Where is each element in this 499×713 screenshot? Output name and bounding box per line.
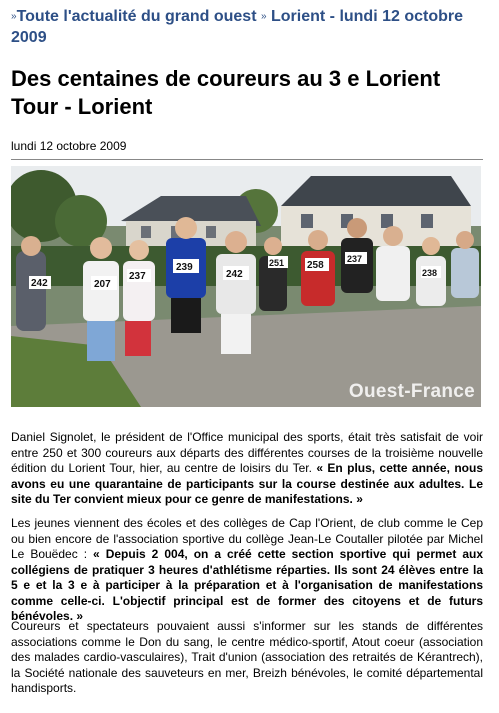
article-paragraph bbox=[11, 430, 483, 508]
bib-number: 239 bbox=[176, 262, 193, 273]
runners-photo-illustration bbox=[11, 166, 481, 407]
paragraph-text: Les jeunes viennent des écoles et des collèges de Cap l'Orient, de club comme le Cep ou bien encore de l'association sportive du collège Jean-Le Coutaller pilotée par Michel Le Bouëdec : bbox=[11, 516, 483, 561]
article-title: Des centaines de coureurs au 3 e Lorient Tour - Lorient bbox=[11, 66, 441, 119]
bib-number: 238 bbox=[422, 268, 438, 278]
bib-number: 237 bbox=[347, 254, 363, 264]
article-paragraph bbox=[11, 619, 483, 697]
bib-number: 237 bbox=[129, 271, 146, 282]
breadcrumb-link-lorient[interactable]: Lorient - lundi 12 octobre 2009 bbox=[11, 8, 464, 46]
bib-number: 251 bbox=[269, 258, 285, 268]
paragraph-quote: « Depuis 2 004, on a créé cette section sportive qui permet aux collégiens de pratiquer 3 heures d'athlétisme réparties. Ils sont 24 élèves entre la 5 e et la 3 e à participer à la préparation et à l'organisation de manifestations comme celle-ci. L'objectif principal est de former des citoyens et de futurs bénévoles. » bbox=[11, 547, 484, 623]
breadcrumb-link-grand-ouest[interactable]: Toute l'actualité du grand ouest bbox=[16, 8, 257, 25]
article-date: lundi 12 octobre 2009 bbox=[11, 139, 127, 153]
breadcrumb-separator: » bbox=[11, 11, 17, 22]
bib-number: 242 bbox=[226, 269, 243, 280]
paragraph-quote: « En plus, cette année, nous avons eu une quarantaine de participants sur la course destinée aux adultes. Le site du Ter convient mieux pour ce genre de manifestations. » bbox=[11, 461, 483, 506]
paragraph-text: Coureurs et spectateurs pouvaient aussi s'informer sur les stands de différentes associations comme le Don du sang, le centre médico-sportif, Atout coeur (association des malades cardio-vasculaires), Trait d'union (association des retraités de Kérantrech), la Société nationale des sauveteurs en mer, Breizh bénévoles, le comité départemental handisports. bbox=[11, 619, 483, 695]
photo-credit-watermark: Ouest-France bbox=[348, 381, 475, 402]
article-photo bbox=[11, 166, 481, 407]
title-divider bbox=[11, 159, 483, 160]
paragraph-text: Daniel Signolet, le président de l'Office municipal des sports, était très satisfait de voir entre 250 et 300 coureurs aux départs des différentes courses de la troisième nouvelle édition du Lorient Tour, hier, au centre de loisirs du Ter. bbox=[11, 430, 483, 475]
bib-number: 207 bbox=[94, 279, 111, 290]
breadcrumb-separator: » bbox=[260, 11, 267, 22]
breadcrumb bbox=[11, 6, 491, 48]
bib-number: 258 bbox=[307, 260, 324, 271]
article-paragraph bbox=[11, 516, 483, 625]
bib-number: 242 bbox=[31, 278, 48, 289]
